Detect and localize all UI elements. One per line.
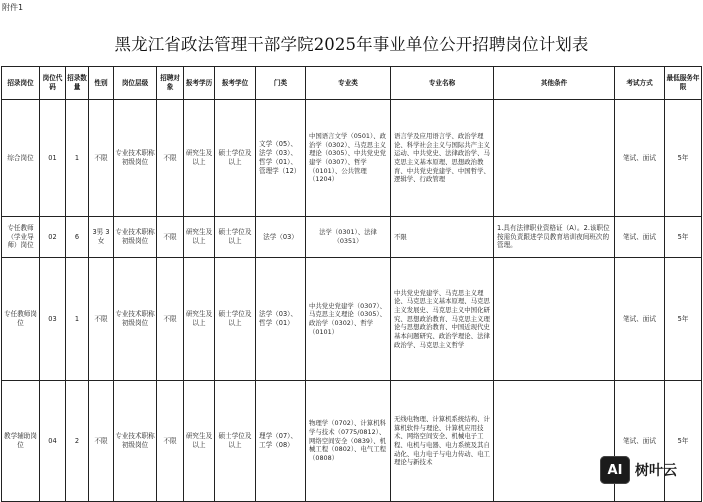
header-degree: 报考学位 [215,67,256,100]
cell-position-name: 专任教师岗位 [2,258,40,381]
cell-gender: 3男 3女 [89,217,114,258]
cell-quota: 6 [66,217,89,258]
cell-level: 专业技术职称初级岗位 [114,381,157,502]
header-level: 岗位层级 [114,67,157,100]
header-major-name: 专业名称 [391,67,494,100]
cell-education: 研究生及以上 [184,100,215,217]
attachment-label: 附件1 [2,3,24,12]
cell-position-name: 教学辅助岗位 [2,381,40,502]
cell-position-code: 04 [40,381,66,502]
header-target: 招聘对象 [157,67,184,100]
watermark-logo-icon: AI [600,456,630,484]
table-row [2,100,702,217]
cell-target: 不限 [157,217,184,258]
cell-other [494,258,615,381]
header-gender: 性别 [89,67,114,100]
cell-target: 不限 [157,381,184,502]
table-row [2,381,702,502]
cell-other [494,100,615,217]
cell-level: 专业技术职称初级岗位 [114,217,157,258]
cell-education: 研究生及以上 [184,258,215,381]
cell-major-class: 物理学（0702）、计算机科学与技术（0775/0812）、网络空间安全（0839）、机械工程（0802）、电气工程（0808） [306,381,391,502]
watermark-text: 树叶云 [635,463,677,479]
cell-major-class: 法学（0301）、法律（0351） [306,217,391,258]
header-service-years: 最低服务年限 [665,67,702,100]
header-category: 门类 [256,67,306,100]
cell-exam-method: 笔试、面试 [615,258,665,381]
cell-degree: 硕士学位及以上 [215,258,256,381]
cell-quota: 1 [66,258,89,381]
cell-position-code: 02 [40,217,66,258]
header-education: 报考学历 [184,67,215,100]
table-header-row [2,67,702,100]
cell-position-code: 01 [40,100,66,217]
cell-level: 专业技术职称初级岗位 [114,100,157,217]
header-exam-method: 考试方式 [615,67,665,100]
table-row [2,258,702,381]
cell-service-years: 5年 [665,381,702,502]
cell-exam-method: 笔试、面试 [615,381,665,502]
cell-category: 理学（07）、工学（08） [256,381,306,502]
watermark [600,452,696,488]
cell-category: 文学（05）、法学（03）、哲学（01）、管理学（12） [256,100,306,217]
cell-position-name: 专任教师（学业导师）岗位 [2,217,40,258]
cell-position-code: 03 [40,258,66,381]
cell-degree: 硕士学位及以上 [215,100,256,217]
cell-service-years: 5年 [665,100,702,217]
cell-service-years: 5年 [665,258,702,381]
table-row [2,217,702,258]
cell-exam-method: 笔试、面试 [615,217,665,258]
recruitment-plan-table [1,66,702,502]
document-title: 黑龙江省政法管理干部学院2025年事业单位公开招聘岗位计划表 [114,35,589,54]
header-position-code: 岗位代码 [40,67,66,100]
cell-education: 研究生及以上 [184,217,215,258]
cell-degree: 硕士学位及以上 [215,381,256,502]
cell-level: 专业技术职称初级岗位 [114,258,157,381]
cell-education: 研究生及以上 [184,381,215,502]
header-quota: 招录数量 [66,67,89,100]
cell-gender: 不限 [89,258,114,381]
header-major-class: 专业类 [306,67,391,100]
cell-degree: 硕士学位及以上 [215,217,256,258]
header-position-name: 招录岗位 [2,67,40,100]
cell-category: 法学（03）、哲学（01） [256,258,306,381]
cell-target: 不限 [157,100,184,217]
cell-major-name: 不限 [391,217,494,258]
cell-major-class: 中共党史党建学（0307）、马克思主义理论（0305）、政治学（0302）、哲学（0101） [306,258,391,381]
cell-service-years: 5年 [665,217,702,258]
cell-major-name: 中共党史党建学、马克思主义理论、马克思主义基本原理、马克思主义发展史、马克思主义中国化研究、思想政治教育、马克思主义理论与思想政治教育、中国近现代史基本问题研究、政治学理论、法律政治学、马克思主义哲学 [391,258,494,381]
cell-other [494,381,615,502]
cell-target: 不限 [157,258,184,381]
cell-other: 1.具有法律职业资格证（A）。2.该职位按需负责跟进学员教育培训夜间班次的管理。 [494,217,615,258]
cell-gender: 不限 [89,381,114,502]
cell-quota: 1 [66,100,89,217]
cell-exam-method: 笔试、面试 [615,100,665,217]
cell-major-class: 中国语言文学（0501）、政治学（0302）、马克思主义理论（0305）、中共党史党建学（0307）、哲学（0101）、公共管理（1204） [306,100,391,217]
cell-position-name: 综合岗位 [2,100,40,217]
cell-major-name: 无线电物理、计算机系统结构、计算机软件与理论、计算机应用技术、网络空间安全、机械电子工程、电机与电器、电力系统及其自动化、电力电子与电力传动、电工理论与新技术 [391,381,494,502]
cell-quota: 2 [66,381,89,502]
cell-category: 法学（03） [256,217,306,258]
cell-gender: 不限 [89,100,114,217]
header-other: 其他条件 [494,67,615,100]
cell-major-name: 语言学及应用语言学、政治学理论、科学社会主义与国际共产主义运动、中共党史、法律政治学、马克思主义基本原理、思想政治教育、中共党史党建学、中国哲学、逻辑学、行政管理 [391,100,494,217]
